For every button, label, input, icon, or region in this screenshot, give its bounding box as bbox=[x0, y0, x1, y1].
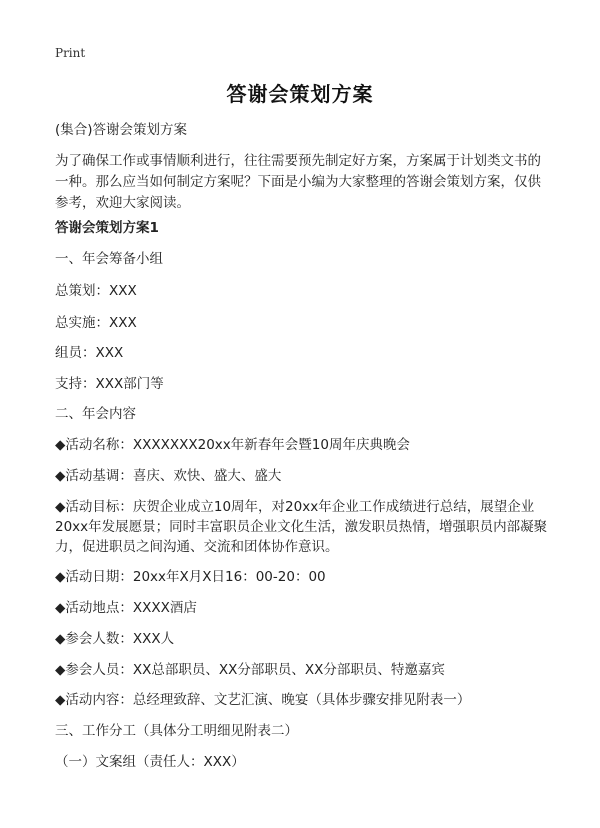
team1-line: （一）文案组（责任人：XXX） bbox=[55, 754, 245, 770]
event-date-line: ◆活动日期：20xx年X月X日16：00-20：00 bbox=[55, 569, 326, 585]
part1-heading: 一、年会筹备小组 bbox=[55, 251, 163, 267]
section-heading: 答谢会策划方案1 bbox=[55, 220, 159, 236]
event-tone-line: ◆活动基调：喜庆、欢快、盛大、盛大 bbox=[55, 468, 282, 484]
intro-line-1: 为了确保工作或事情顺利进行，往往需要预先制定好方案，方案属于计划类文书的 bbox=[55, 153, 541, 169]
goal-line-3: 力，促进职员之间沟通、交流和团体协作意识。 bbox=[55, 539, 339, 555]
part2-heading: 二、年会内容 bbox=[55, 406, 136, 422]
event-place-line: ◆活动地点：XXXX酒店 bbox=[55, 600, 197, 616]
attendees-line: ◆参会人员：XX总部职员、XX分部职员、XX分部职员、特邀嘉宾 bbox=[55, 662, 445, 678]
goal-line-1: ◆活动目标：庆贺企业成立10周年，对20xx年企业工作成绩进行总结，展望企业 bbox=[55, 499, 535, 515]
members-line: 组员：XXX bbox=[55, 345, 124, 361]
intro-line-3: 参考，欢迎大家阅读。 bbox=[55, 195, 190, 211]
goal-line-2: 20xx年发展愿景；同时丰富职员企业文化生活，激发职员热情，增强职员内部凝聚 bbox=[55, 519, 548, 535]
print-label: Print bbox=[55, 46, 86, 60]
event-content-line: ◆活动内容：总经理致辞、文艺汇演、晚宴（具体步骤安排见附表一） bbox=[55, 692, 471, 708]
document-subtitle: (集合)答谢会策划方案 bbox=[55, 122, 188, 138]
planner-line: 总策划：XXX bbox=[55, 283, 137, 299]
page-title: 答谢会策划方案 bbox=[226, 82, 374, 106]
attendee-count-line: ◆参会人数：XXX人 bbox=[55, 631, 175, 647]
support-line: 支持：XXX部门等 bbox=[55, 376, 164, 392]
event-name-line: ◆活动名称：XXXXXXX20xx年新春年会暨10周年庆典晚会 bbox=[55, 437, 410, 453]
intro-line-2: 一种。那么应当如何制定方案呢？下面是小编为大家整理的答谢会策划方案，仅供 bbox=[55, 174, 541, 190]
executor-line: 总实施：XXX bbox=[55, 315, 137, 331]
part3-heading: 三、工作分工（具体分工明细见附表二） bbox=[55, 723, 298, 739]
